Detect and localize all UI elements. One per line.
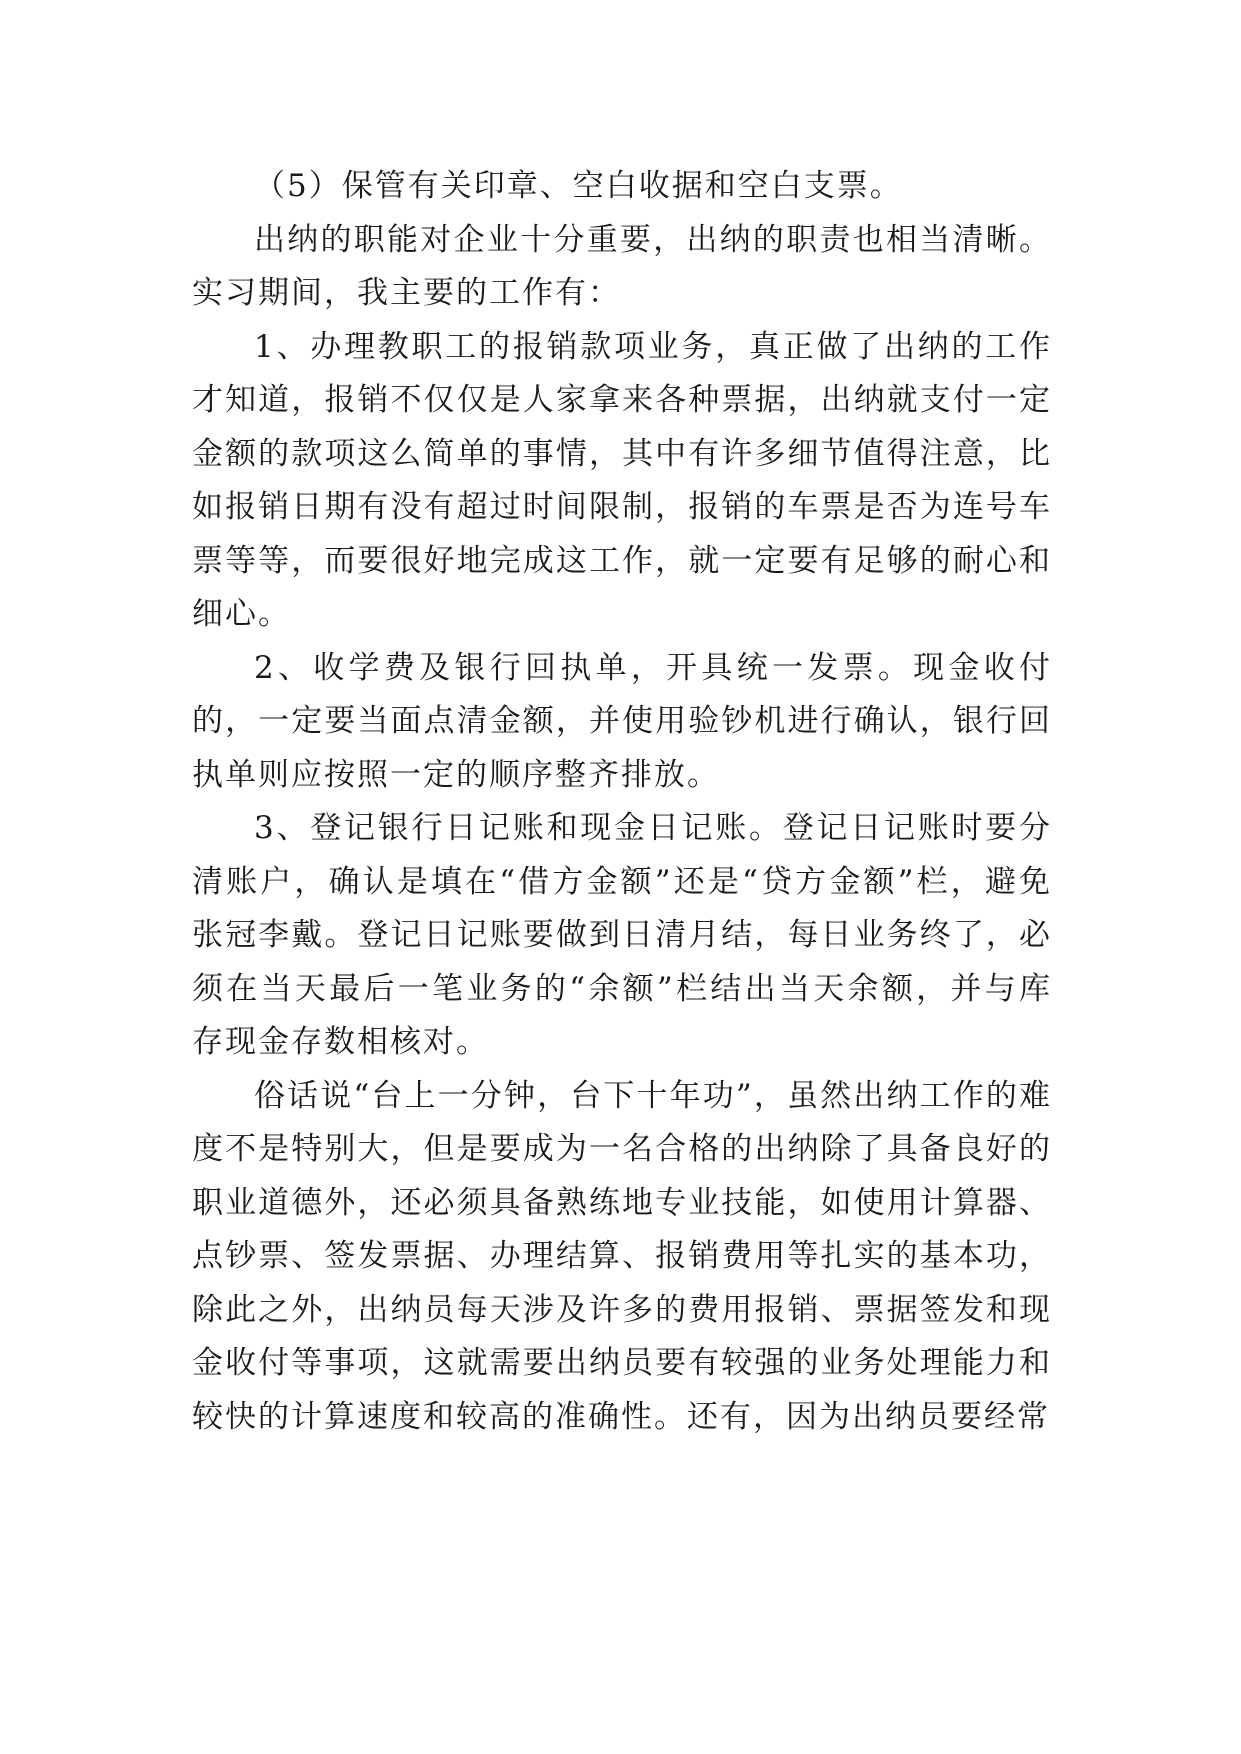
paragraph-task-reimbursement: 1、办理教职工的报销款项业务，真正做了出纳的工作才知道，报销不仅仅是人家拿来各种票据，出纳就支付一定金额的款项这么简单的事情，其中有许多细节值得注意，比如报销日期有没有超过时间限制，报销的车票是否为连号车票等等，而要很好地完成这工作，就一定要有足够的耐心和细心。 bbox=[192, 328, 1052, 632]
document-body bbox=[192, 160, 1052, 1444]
paragraph-skills-requirements: 俗话说“台上一分钟，台下十年功”，虽然出纳工作的难度不是特别大，但是要成为一名合格的出纳除了具备良好的职业道德外，还必须具备熟练地专业技能，如使用计算器、点钞票、签发票据、办理结算、报销费用等扎实的基本功，除此之外，出纳员每天涉及许多的费用报销、票据签发和现金收付等事项，这就需要出纳员要有较强的业务处理能力和较快的计算速度和较高的准确性。还有，因为出纳员要经常 bbox=[192, 1077, 1052, 1435]
paragraph-task-tuition-receipts: 2、收学费及银行回执单，开具统一发票。现金收付的，一定要当面点清金额，并使用验钞机进行确认，银行回执单则应按照一定的顺序整齐排放。 bbox=[192, 649, 1052, 793]
paragraph-cashier-role-intro: 出纳的职能对企业十分重要，出纳的职责也相当清晰。实习期间，我主要的工作有： bbox=[192, 221, 1052, 311]
paragraph-custody-duties: （5）保管有关印章、空白收据和空白支票。 bbox=[254, 168, 903, 204]
paragraph-task-journal-entries: 3、登记银行日记账和现金日记账。登记日记账时要分清账户，确认是填在“借方金额”还是“贷方金额”栏，避免张冠李戴。登记日记账要做到日清月结，每日业务终了，必须在当天最后一笔业务的“余额”栏结出当天余额，并与库存现金存数相核对。 bbox=[192, 810, 1052, 1060]
